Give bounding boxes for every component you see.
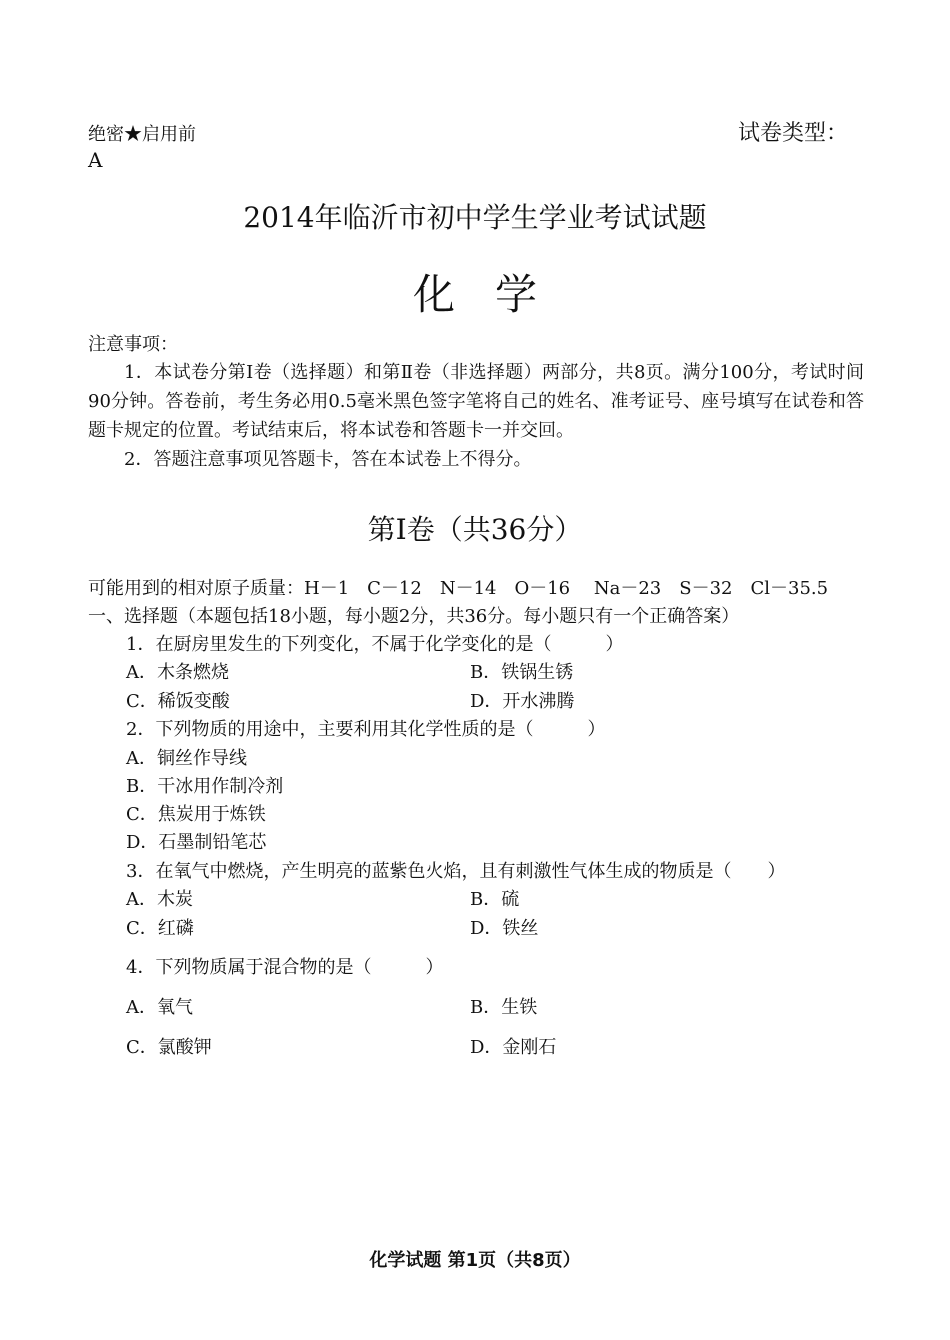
question-3-option-c: C．红磷	[126, 918, 194, 939]
question-2-stem: 2．下列物质的用途中，主要利用其化学性质的是（ ）	[126, 719, 606, 740]
question-1-option-d: D．开水沸腾	[470, 691, 575, 712]
question-2-option-b: B．干冰用作制冷剂	[126, 776, 284, 797]
exam-title: 2014年临沂市初中学生学业考试试题	[243, 201, 707, 234]
subject-title: 化学	[412, 270, 577, 319]
question-3-option-b: B．硫	[470, 889, 520, 910]
note-item-2: 2．答题注意事项见答题卡，答在本试卷上不得分。	[124, 449, 532, 470]
question-1-option-a: A．木条燃烧	[126, 662, 229, 683]
part-heading: 一、选择题（本题包括18小题，每小题2分，共36分。每小题只有一个正确答案）	[88, 606, 740, 627]
question-1-option-c: C．稀饭变酸	[126, 691, 230, 712]
question-2-option-d: D．石墨制铅笔芯	[126, 832, 267, 853]
question-4-stem: 4．下列物质属于混合物的是（ ）	[126, 957, 444, 978]
question-4-option-a: A．氧气	[126, 997, 193, 1018]
question-4-option-b: B．生铁	[470, 997, 538, 1018]
question-3-option-d: D．铁丝	[470, 918, 539, 939]
notes-heading: 注意事项：	[88, 334, 178, 355]
paper-type-value: A	[88, 148, 103, 172]
paper-type-label: 试卷类型：	[738, 121, 849, 146]
section-title: 第Ⅰ卷（共36分）	[367, 513, 583, 546]
question-4-option-d: D．金刚石	[470, 1037, 557, 1058]
note-item-1: 1．本试卷分第Ⅰ卷（选择题）和第Ⅱ卷（非选择题）两部分，共8页。满分100分，考试时间90分钟。答卷前，考生务必用0.5毫米黑色签字笔将自己的姓名、准考证号、座号填写在试卷和答题卡规定的位置。考试结束后，将本试卷和答题卡一并交回。	[88, 362, 864, 441]
page-footer: 化学试题 第1页（共8页）	[369, 1250, 581, 1271]
question-2-option-c: C．焦炭用于炼铁	[126, 804, 266, 825]
atomic-masses: 可能用到的相对原子质量：H－1 C－12 N－14 O－16 Na－23 S－32 Cl－35.5	[88, 578, 829, 599]
classification-label: 绝密★启用前	[88, 124, 196, 145]
question-1-option-b: B．铁锅生锈	[470, 662, 574, 683]
question-4-option-c: C．氯酸钾	[126, 1037, 212, 1058]
question-2-option-a: A．铜丝作导线	[126, 748, 247, 769]
question-3-stem: 3．在氧气中燃烧，产生明亮的蓝紫色火焰，且有刺激性气体生成的物质是（ ）	[126, 861, 786, 882]
question-1-stem: 1．在厨房里发生的下列变化，不属于化学变化的是（ ）	[126, 634, 624, 655]
question-3-option-a: A．木炭	[126, 889, 193, 910]
